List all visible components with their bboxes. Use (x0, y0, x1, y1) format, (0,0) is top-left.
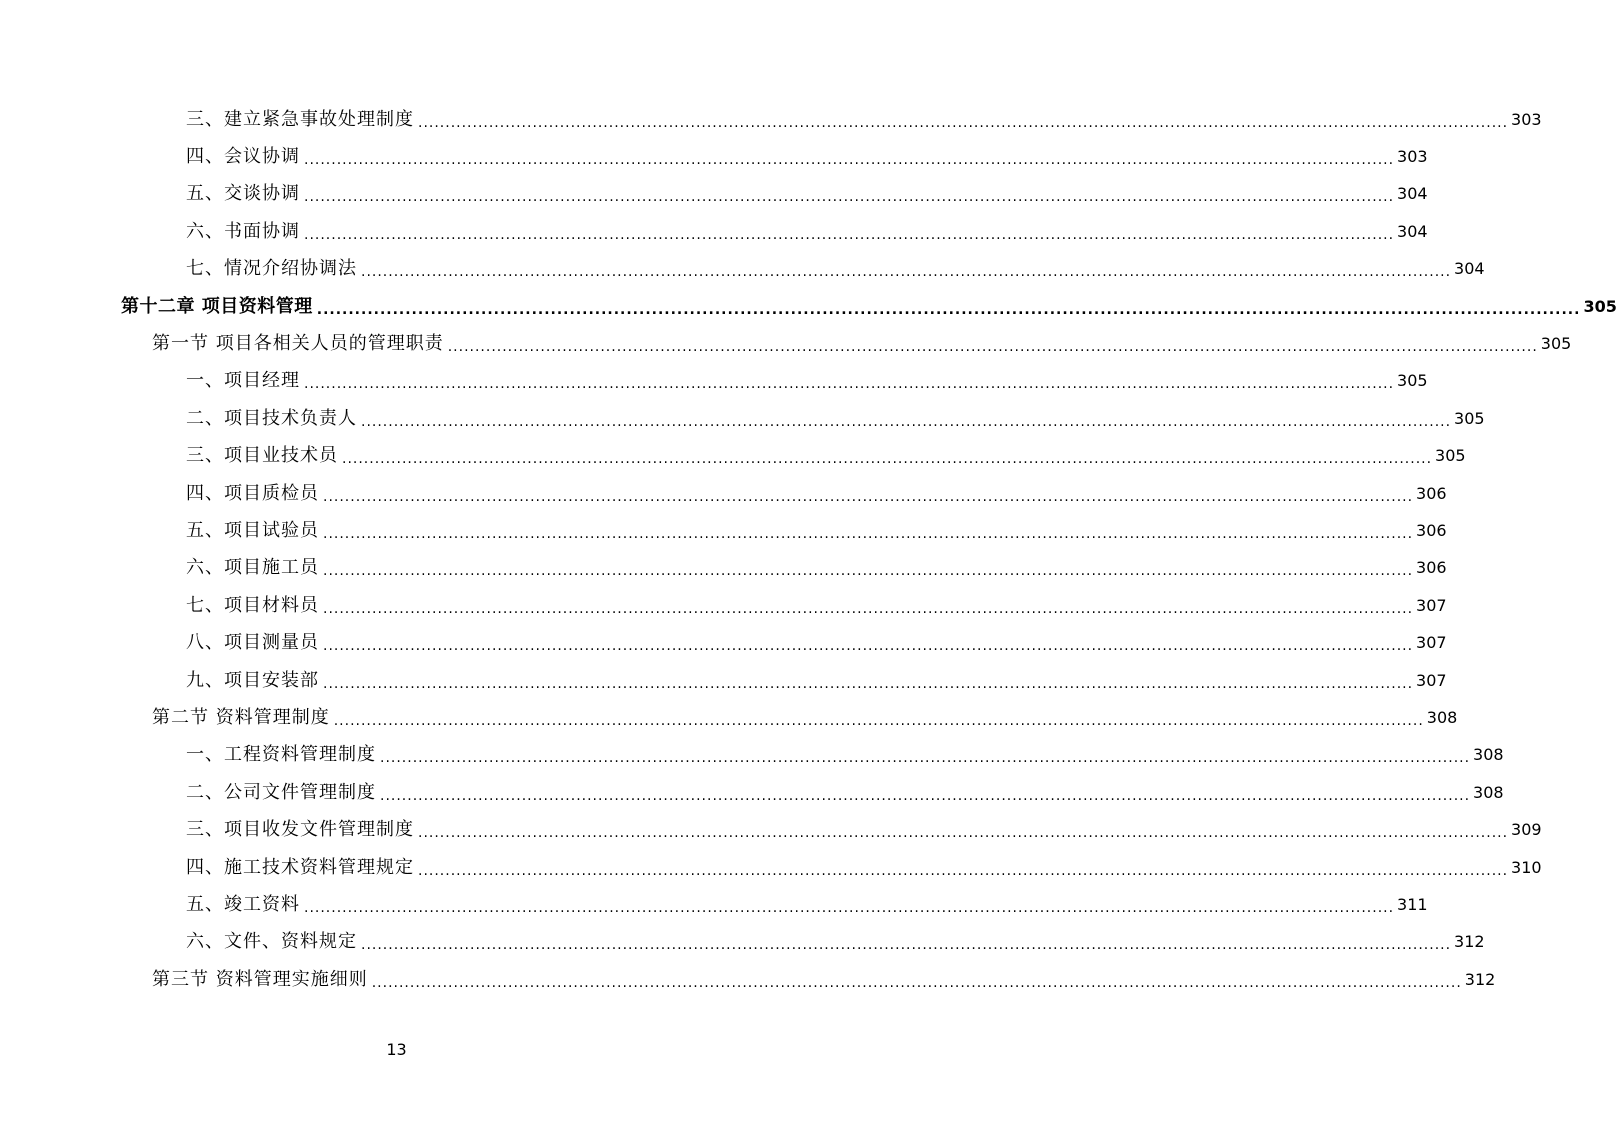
toc-entry-title: 六、书面协调 (186, 220, 300, 242)
toc-entry-item[interactable] (186, 475, 1447, 512)
toc-entry-item[interactable] (186, 138, 1428, 175)
toc-entry-page-number: 310 (1511, 857, 1542, 877)
toc-entry-item[interactable] (186, 176, 1428, 213)
toc-dot-leader: ........................................................................................................................................................................................................ (304, 899, 1395, 916)
toc-entry-item[interactable] (186, 400, 1485, 437)
toc-entry-title: 第二节 资料管理制度 (152, 706, 330, 728)
toc-entry-item[interactable] (186, 512, 1447, 549)
toc-dot-leader: ........................................................................................................................................................................................................ (333, 712, 1424, 729)
toc-entry-title: 三、建立紧急事故处理制度 (186, 108, 414, 130)
toc-entry-item[interactable] (186, 774, 1504, 811)
toc-entry-title: 七、项目材料员 (186, 594, 319, 616)
toc-dot-leader: ........................................................................................................................................................................................................ (323, 488, 1414, 505)
toc-entry-item[interactable] (186, 849, 1542, 886)
toc-dot-leader: ........................................................................................................................................................................................................ (361, 264, 1452, 281)
toc-entry-title: 五、竣工资料 (186, 893, 300, 915)
toc-entry-page-number: 312 (1464, 969, 1496, 989)
toc-dot-leader: ........................................................................................................................................................................................................ (418, 862, 1509, 879)
toc-dot-leader: ........................................................................................................................................................................................................ (418, 825, 1509, 842)
toc-dot-leader: ........................................................................................................................................................................................................ (316, 301, 1581, 318)
toc-entry-title: 五、交谈协调 (186, 183, 300, 205)
toc-entry-title: 四、项目质检员 (186, 482, 319, 504)
toc-entry-page-number: 304 (1454, 259, 1485, 279)
toc-entry-title: 一、项目经理 (186, 370, 300, 392)
toc-dot-leader: ........................................................................................................................................................................................................ (323, 563, 1414, 580)
toc-dot-leader: ........................................................................................................................................................................................................ (380, 787, 1471, 804)
toc-entry-item[interactable] (186, 886, 1428, 923)
toc-entry-item[interactable] (186, 101, 1542, 138)
toc-entry-title: 第十二章 项目资料管理 (121, 295, 313, 317)
toc-entry-title: 五、项目试验员 (186, 519, 319, 541)
toc-dot-leader: ........................................................................................................................................................................................................ (361, 937, 1452, 954)
toc-entry-item[interactable] (186, 924, 1485, 961)
toc-entry-title: 三、项目业技术员 (186, 445, 338, 467)
toc-entry-title: 第三节 资料管理实施细则 (152, 968, 368, 990)
toc-dot-leader: ........................................................................................................................................................................................................ (380, 750, 1471, 767)
toc-entry-title: 六、文件、资料规定 (186, 931, 357, 953)
toc-entry-item[interactable] (186, 737, 1504, 774)
toc-dot-leader: ........................................................................................................................................................................................................ (371, 974, 1462, 991)
toc-entry-page-number: 312 (1454, 932, 1485, 952)
page-number: 13 (386, 1040, 407, 1059)
toc-entry-page-number: 311 (1397, 894, 1428, 914)
toc-entry-page-number: 307 (1416, 633, 1447, 653)
toc-entry-item[interactable] (186, 251, 1485, 288)
toc-entry-page-number: 305 (1397, 371, 1428, 391)
toc-dot-leader: ........................................................................................................................................................................................................ (304, 151, 1395, 168)
toc-dot-leader: ........................................................................................................................................................................................................ (447, 338, 1538, 355)
toc-entry-page-number: 306 (1416, 483, 1447, 503)
toc-dot-leader: ........................................................................................................................................................................................................ (361, 413, 1452, 430)
toc-entry-page-number: 307 (1416, 670, 1447, 690)
toc-dot-leader: ........................................................................................................................................................................................................ (323, 525, 1414, 542)
toc-entry-item[interactable] (186, 587, 1447, 624)
toc-entry-page-number: 304 (1397, 184, 1428, 204)
toc-entry-item[interactable] (186, 625, 1447, 662)
toc-entry-page-number: 309 (1511, 820, 1542, 840)
toc-entry-page-number: 308 (1473, 782, 1504, 802)
toc-dot-leader: ........................................................................................................................................................................................................ (418, 114, 1509, 131)
toc-entry-item[interactable] (186, 662, 1447, 699)
toc-entry-page-number: 306 (1416, 558, 1447, 578)
toc-entry-title: 八、项目测量员 (186, 632, 319, 654)
toc-entry-page-number: 304 (1397, 221, 1428, 241)
toc-entry-title: 三、项目收发文件管理制度 (186, 819, 414, 841)
toc-entry-page-number: 305 (1583, 296, 1617, 316)
toc-entry-page-number: 303 (1397, 146, 1428, 166)
toc-entry-page-number: 305 (1435, 446, 1466, 466)
toc-entry-title: 二、项目技术负责人 (186, 407, 357, 429)
toc-dot-leader: ........................................................................................................................................................................................................ (323, 675, 1414, 692)
toc-entry-page-number: 307 (1416, 595, 1447, 615)
toc-entry-item[interactable] (186, 438, 1466, 475)
toc-entry-page-number: 308 (1473, 745, 1504, 765)
toc-entry-page-number: 308 (1426, 707, 1458, 727)
toc-entry-title: 二、公司文件管理制度 (186, 781, 376, 803)
toc-entry-page-number: 303 (1511, 109, 1542, 129)
toc-entry-title: 四、会议协调 (186, 145, 300, 167)
toc-entry-title: 七、情况介绍协调法 (186, 258, 357, 280)
toc-entry-title: 一、工程资料管理制度 (186, 744, 376, 766)
toc-entry-item[interactable] (186, 550, 1447, 587)
toc-entry-title: 第一节 项目各相关人员的管理职责 (152, 332, 444, 354)
toc-entry-section[interactable] (152, 699, 1458, 736)
toc-entry-chapter[interactable] (121, 288, 1617, 325)
toc-entry-title: 九、项目安装部 (186, 669, 319, 691)
toc-entry-page-number: 305 (1540, 333, 1572, 353)
toc-entry-page-number: 306 (1416, 520, 1447, 540)
toc-entry-title: 六、项目施工员 (186, 557, 319, 579)
toc-entry-section[interactable] (152, 961, 1496, 998)
toc-entry-section[interactable] (152, 325, 1572, 362)
toc-dot-leader: ........................................................................................................................................................................................................ (304, 189, 1395, 206)
toc-dot-leader: ........................................................................................................................................................................................................ (323, 638, 1414, 655)
toc-entry-title: 四、施工技术资料管理规定 (186, 856, 414, 878)
toc-entry-item[interactable] (186, 812, 1542, 849)
toc-dot-leader: ........................................................................................................................................................................................................ (342, 451, 1433, 468)
toc-dot-leader: ........................................................................................................................................................................................................ (323, 600, 1414, 617)
toc-entry-item[interactable] (186, 363, 1428, 400)
toc-dot-leader: ........................................................................................................................................................................................................ (304, 376, 1395, 393)
toc-entry-item[interactable] (186, 213, 1428, 250)
toc-entry-page-number: 305 (1454, 408, 1485, 428)
toc-dot-leader: ........................................................................................................................................................................................................ (304, 226, 1395, 243)
